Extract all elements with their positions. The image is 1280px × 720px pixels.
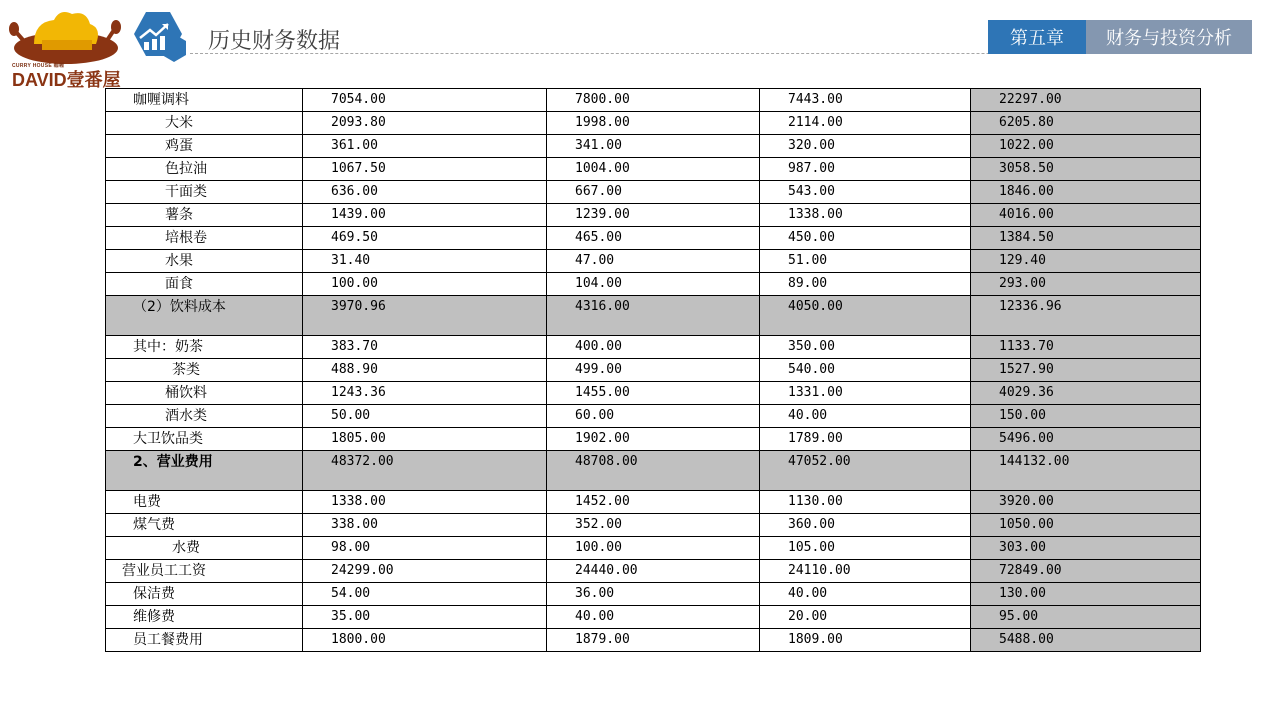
row-label: 鸡蛋 [106,135,303,158]
value-cell: 40.00 [760,583,971,606]
table-row [106,405,1201,428]
value-cell: 320.00 [760,135,971,158]
table-row [106,514,1201,537]
row-label: 咖喱调料 [106,89,303,112]
value-cell: 7443.00 [760,89,971,112]
total-cell: 1022.00 [971,135,1201,158]
value-cell: 987.00 [760,158,971,181]
table-row [106,382,1201,405]
value-cell: 105.00 [760,537,971,560]
logo-wordmark: DAVID壹番屋 [12,70,121,90]
row-label: 大卫饮品类 [106,428,303,451]
total-cell: 129.40 [971,250,1201,273]
value-cell: 1879.00 [547,629,760,652]
value-cell: 24440.00 [547,560,760,583]
total-cell: 1527.90 [971,359,1201,382]
row-label: 色拉油 [106,158,303,181]
financial-data-table [105,88,1201,652]
table-row [106,135,1201,158]
value-cell: 48708.00 [547,451,760,491]
value-cell: 341.00 [547,135,760,158]
value-cell: 488.90 [303,359,547,382]
value-cell: 1452.00 [547,491,760,514]
value-cell: 1455.00 [547,382,760,405]
value-cell: 36.00 [547,583,760,606]
value-cell: 100.00 [303,273,547,296]
table-row [106,181,1201,204]
table-row [106,227,1201,250]
table-row [106,336,1201,359]
table-row [106,112,1201,135]
table-row [106,273,1201,296]
row-label: 电费 [106,491,303,514]
row-label: 大米 [106,112,303,135]
value-cell: 1809.00 [760,629,971,652]
total-cell: 293.00 [971,273,1201,296]
chapter-tab[interactable]: 第五章 [988,20,1086,54]
value-cell: 50.00 [303,405,547,428]
table-row [106,629,1201,652]
table-row [106,250,1201,273]
value-cell: 24110.00 [760,560,971,583]
value-cell: 100.00 [547,537,760,560]
row-label: 桶饮料 [106,382,303,405]
logo-subtitle: CURRY HOUSE 咖喱 [12,63,65,69]
value-cell: 60.00 [547,405,760,428]
value-cell: 1998.00 [547,112,760,135]
total-cell: 12336.96 [971,296,1201,336]
row-label: 其中：奶茶 [106,336,303,359]
value-cell: 3970.96 [303,296,547,336]
value-cell: 1338.00 [760,204,971,227]
table-row [106,606,1201,629]
table-row [106,158,1201,181]
total-cell: 3058.50 [971,158,1201,181]
total-cell: 150.00 [971,405,1201,428]
value-cell: 636.00 [303,181,547,204]
value-cell: 98.00 [303,537,547,560]
value-cell: 361.00 [303,135,547,158]
table-row [106,583,1201,606]
value-cell: 1902.00 [547,428,760,451]
value-cell: 499.00 [547,359,760,382]
row-label: 茶类 [106,359,303,382]
value-cell: 2114.00 [760,112,971,135]
value-cell: 352.00 [547,514,760,537]
value-cell: 1004.00 [547,158,760,181]
value-cell: 1338.00 [303,491,547,514]
total-cell: 3920.00 [971,491,1201,514]
row-label: 水果 [106,250,303,273]
brand-logo [4,4,136,90]
value-cell: 1331.00 [760,382,971,405]
row-label: 干面类 [106,181,303,204]
row-label: 水费 [106,537,303,560]
value-cell: 89.00 [760,273,971,296]
value-cell: 1243.36 [303,382,547,405]
row-label: 保洁费 [106,583,303,606]
value-cell: 51.00 [760,250,971,273]
value-cell: 4050.00 [760,296,971,336]
total-cell: 72849.00 [971,560,1201,583]
value-cell: 20.00 [760,606,971,629]
total-cell: 4016.00 [971,204,1201,227]
page-title: 历史财务数据 [208,29,341,54]
value-cell: 47052.00 [760,451,971,491]
value-cell: 24299.00 [303,560,547,583]
row-label: 培根卷 [106,227,303,250]
value-cell: 47.00 [547,250,760,273]
table-row [106,204,1201,227]
value-cell: 54.00 [303,583,547,606]
table-row [106,560,1201,583]
table-row [106,491,1201,514]
value-cell: 1239.00 [547,204,760,227]
row-label: 员工餐费用 [106,629,303,652]
row-label: 酒水类 [106,405,303,428]
value-cell: 40.00 [547,606,760,629]
row-label: （2）饮料成本 [106,296,303,336]
total-cell: 5496.00 [971,428,1201,451]
value-cell: 7054.00 [303,89,547,112]
total-cell: 1846.00 [971,181,1201,204]
row-label: 维修费 [106,606,303,629]
total-cell: 1133.70 [971,336,1201,359]
value-cell: 400.00 [547,336,760,359]
finance-chart-icon [122,12,194,66]
total-cell: 144132.00 [971,451,1201,491]
total-cell: 4029.36 [971,382,1201,405]
row-label: 2、营业费用 [106,451,303,491]
total-cell: 1050.00 [971,514,1201,537]
table-row [106,359,1201,382]
section-tab[interactable]: 财务与投资分析 [1086,20,1252,54]
table-row [106,428,1201,451]
value-cell: 383.70 [303,336,547,359]
row-label: 薯条 [106,204,303,227]
row-label: 营业员工工资 [106,560,303,583]
value-cell: 465.00 [547,227,760,250]
value-cell: 1800.00 [303,629,547,652]
table-row [106,451,1201,491]
value-cell: 667.00 [547,181,760,204]
table-row [106,89,1201,112]
value-cell: 450.00 [760,227,971,250]
total-cell: 6205.80 [971,112,1201,135]
total-cell: 130.00 [971,583,1201,606]
value-cell: 4316.00 [547,296,760,336]
total-cell: 95.00 [971,606,1201,629]
row-label: 煤气费 [106,514,303,537]
total-cell: 303.00 [971,537,1201,560]
value-cell: 1067.50 [303,158,547,181]
chef-hat-icon [4,4,136,66]
value-cell: 31.40 [303,250,547,273]
value-cell: 469.50 [303,227,547,250]
value-cell: 1805.00 [303,428,547,451]
value-cell: 350.00 [760,336,971,359]
value-cell: 1439.00 [303,204,547,227]
value-cell: 540.00 [760,359,971,382]
value-cell: 2093.80 [303,112,547,135]
total-cell: 22297.00 [971,89,1201,112]
total-cell: 1384.50 [971,227,1201,250]
value-cell: 40.00 [760,405,971,428]
value-cell: 543.00 [760,181,971,204]
value-cell: 1789.00 [760,428,971,451]
value-cell: 7800.00 [547,89,760,112]
value-cell: 104.00 [547,273,760,296]
total-cell: 5488.00 [971,629,1201,652]
table-row [106,537,1201,560]
table-row [106,296,1201,336]
value-cell: 35.00 [303,606,547,629]
value-cell: 1130.00 [760,491,971,514]
row-label: 面食 [106,273,303,296]
value-cell: 48372.00 [303,451,547,491]
value-cell: 360.00 [760,514,971,537]
value-cell: 338.00 [303,514,547,537]
